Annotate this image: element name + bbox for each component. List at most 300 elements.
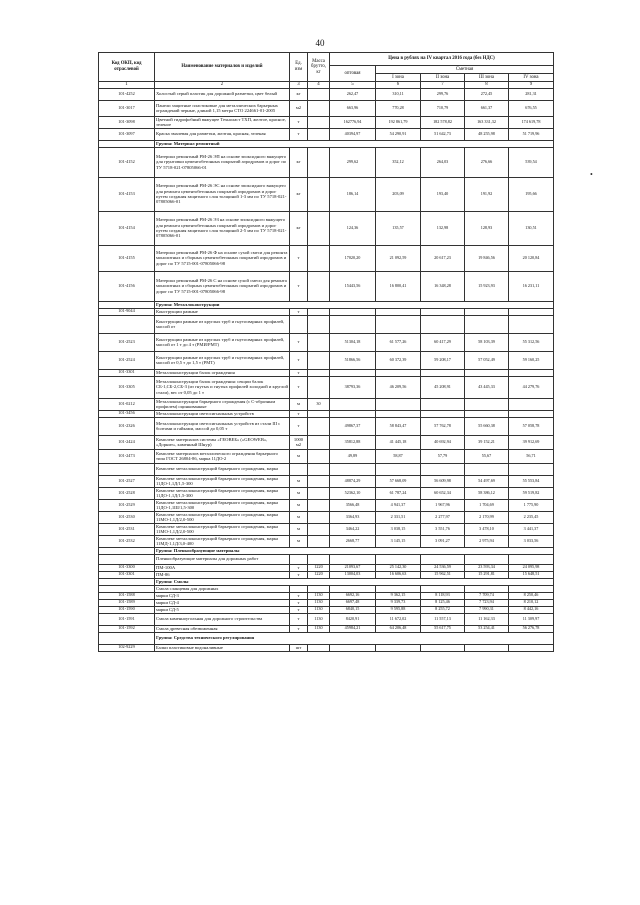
cell-zone-4: 57 058,78 (509, 417, 554, 435)
group-title: Группа: Смолы (155, 578, 554, 585)
cell-mass: 1220 (308, 564, 330, 571)
cell-zone-2: 182 578,82 (421, 116, 465, 128)
cell-wholesale (330, 369, 376, 376)
table-row (99, 606, 554, 613)
table-row (99, 398, 554, 410)
table-row (99, 88, 554, 100)
cell-unit: т (290, 245, 308, 271)
cell-unit: м (290, 475, 308, 487)
cell-mass (308, 487, 330, 499)
cell-name: Конструкции рамные из круглых труб и гнутосварных профилей, массой от 0,5 т до 1,5 т (РМТ) (155, 351, 290, 369)
cell-zone-2 (421, 369, 465, 376)
cell-unit: т (290, 351, 308, 369)
table-row (99, 116, 554, 128)
cell-zone-4 (509, 398, 554, 410)
cell-name: ПМ-100А (155, 564, 290, 571)
cell-unit: м (290, 487, 308, 499)
cell-mass (308, 333, 330, 351)
cell-zone-3: 57 052,49 (465, 351, 509, 369)
cell-mass (308, 177, 330, 211)
cell-zone-2: 60 652,34 (421, 487, 465, 499)
cell-zone-2: 59 208,17 (421, 351, 465, 369)
col-num-7: 7 (421, 82, 465, 89)
cell-zone-3: 48 255,98 (465, 128, 509, 140)
cell-zone-4: 59 519,82 (509, 487, 554, 499)
cell-zone-1: 3 145,15 (376, 535, 421, 547)
cell-code: 101-2523 (99, 333, 155, 351)
header-code: Код ОКП, код отраслевой (99, 53, 155, 82)
cell-zone-4: 8 210,12 (509, 599, 554, 606)
cell-zone-3 (465, 554, 509, 564)
cell-zone-4 (509, 369, 554, 376)
cell-code: 101-2424 (99, 435, 155, 449)
cell-zone-2: 51 642,73 (421, 128, 465, 140)
cell-mass: 30 (308, 398, 330, 410)
cell-name: Панели защитные пластиковые для металлических барьерных ограждений черные, длиной 1,15 метра СТО 224661-01-2005 (155, 100, 290, 116)
table-row (99, 211, 554, 245)
cell-mass (308, 116, 330, 128)
table-row (99, 271, 554, 301)
cell-unit: т (290, 271, 308, 301)
table-row (99, 499, 554, 511)
group-row (99, 547, 554, 554)
cell-wholesale: 124,36 (330, 211, 376, 245)
cell-mass (308, 211, 330, 245)
table-row (99, 523, 554, 535)
group-title: Группа: Пленкообразующие материалы (155, 547, 554, 554)
cell-unit: т (290, 308, 308, 315)
margin-mark: • (590, 170, 593, 179)
cell-mass (308, 369, 330, 376)
cell-zone-3: 128,93 (465, 211, 509, 245)
cell-zone-1: 3 038,15 (376, 523, 421, 535)
table-row (99, 351, 554, 369)
cell-zone-1: 61 787,24 (376, 487, 421, 499)
cell-zone-3: 191,92 (465, 177, 509, 211)
cell-mass (308, 410, 330, 417)
cell-zone-2 (421, 554, 465, 564)
cell-name: Материал ремонтный РМ-26 ЭЗ на основе эпоксидного вяжущего для ремонта цементобетонных покрытий аэродромов и дорог путем создания защитного слоя толщиной 2-5 мм по ТУ 5718-021-07805066-01 (155, 211, 290, 245)
cell-unit: кг (290, 177, 308, 211)
cell-zone-4 (509, 410, 554, 417)
cell-zone-1 (376, 644, 421, 651)
cell-name: Комплект металлоконструкций барьерного ограждения, марка 11МД-1,1Д/3,0-400 (155, 535, 290, 547)
cell-wholesale: 21093,67 (330, 564, 376, 571)
cell-unit: м2 (290, 100, 308, 116)
cell-zone-4: 130,51 (509, 211, 554, 245)
cell-name: Смола древесная обезвоженная (155, 625, 290, 632)
cell-name: Материал ремонтный РМ-26 Ф на основе сухой смеси для ремонта монолитных и сборных цементобетонных покрытий аэродромов и дорог по ТУ 5715-001-07805066-98 (155, 245, 290, 271)
cell-zone-2: 15 962,51 (421, 571, 465, 578)
cell-zone-3: 2 975,94 (465, 535, 509, 547)
cell-zone-1: 58,87 (376, 449, 421, 463)
cell-zone-4: 51 719,96 (509, 128, 554, 140)
group-title: Группа: Материал ремонтный (155, 140, 554, 147)
cell-wholesale: 15443,56 (330, 271, 376, 301)
cell-name: Цветной гидрофобный вяжущее Техноласт ТХП, желтое, красное, зеленое (155, 116, 290, 128)
cell-mass: 1130 (308, 606, 330, 613)
cell-zone-2: 3 091,27 (421, 535, 465, 547)
cell-zone-4: 24 095,98 (509, 564, 554, 571)
cell-code: 101-4155 (99, 245, 155, 271)
header-name: Наименование материалов и изделий (155, 53, 290, 82)
cell-wholesale: 2668,77 (330, 535, 376, 547)
cell-code: 101-2529 (99, 499, 155, 511)
cell-zone-3: 39 152,21 (465, 435, 509, 449)
cell-zone-1: 58 843,47 (376, 417, 421, 435)
cell-zone-4: 3 033,56 (509, 535, 554, 547)
cell-zone-2 (421, 308, 465, 315)
cell-code (99, 547, 155, 554)
cell-zone-1: 9 339,73 (376, 599, 421, 606)
cell-name: Пленкообразующие материалы для дорожных работ (155, 554, 290, 564)
cell-zone-4: 174 619,78 (509, 116, 554, 128)
cell-code: 101-1591 (99, 613, 155, 625)
cell-code: 101-4156 (99, 271, 155, 301)
cell-code: 101-0212 (99, 398, 155, 410)
cell-zone-2: 57 762,78 (421, 417, 465, 435)
col-num-8: 8 (465, 82, 509, 89)
cell-code: 102-9229 (99, 644, 155, 651)
cell-zone-2: 8 118,93 (421, 592, 465, 599)
table-row (99, 435, 554, 449)
cell-code: 101-9044 (99, 308, 155, 315)
cell-wholesale: 262,47 (330, 88, 376, 100)
cell-mass (308, 499, 330, 511)
cell-zone-1 (376, 463, 421, 475)
cell-unit: т (290, 417, 308, 435)
cell-wholesale: 52362,10 (330, 487, 376, 499)
cell-code (99, 301, 155, 308)
group-row (99, 140, 554, 147)
cell-zone-4: 1 775,90 (509, 499, 554, 511)
cell-zone-3: 53 254,41 (465, 625, 509, 632)
cell-zone-4: 44 279,76 (509, 376, 554, 398)
cell-unit: м (290, 523, 308, 535)
col-num-3: 3 (290, 82, 308, 89)
cell-unit: т (290, 333, 308, 351)
cell-zone-3: 55 660,38 (465, 417, 509, 435)
cell-unit: м (290, 499, 308, 511)
cell-wholesale: 51304,18 (330, 333, 376, 351)
cell-mass (308, 315, 330, 333)
cell-mass (308, 475, 330, 487)
cell-zone-3 (465, 315, 509, 333)
cell-zone-1 (376, 308, 421, 315)
cell-code (99, 578, 155, 585)
cell-zone-4: 2 235,45 (509, 511, 554, 523)
cell-zone-1: 11 672,02 (376, 613, 421, 625)
cell-zone-1 (376, 315, 421, 333)
cell-zone-2: 299,76 (421, 88, 465, 100)
cell-mass (308, 376, 330, 398)
cell-name: Комплект материалов системы «ГЕОВЕБ» («GEOWEB», «Дорнит», каменный Шнур) (155, 435, 290, 449)
table-row (99, 564, 554, 571)
col-num-5: 5 (330, 82, 376, 89)
cell-zone-2: 2 277,97 (421, 511, 465, 523)
cell-name: Конструкции рамные (155, 308, 290, 315)
cell-name: Металлоконструкции светосигнальных устройств (155, 410, 290, 417)
cell-zone-1 (376, 398, 421, 410)
cell-zone-1: 16 800,41 (376, 271, 421, 301)
table-row (99, 571, 554, 578)
cell-wholesale: 6697,48 (330, 599, 376, 606)
cell-zone-3: 23 593,34 (465, 564, 509, 571)
cell-zone-1: 2 331,51 (376, 511, 421, 523)
cell-unit: т (290, 625, 308, 632)
cell-mass (308, 523, 330, 535)
cell-name: Конструкции рамные из круглых труб и гнутосварных профилей, массой от 1 т до 4 т (РМИ/РМТ) (155, 333, 290, 351)
cell-mass (308, 644, 330, 651)
cell-zone-3: 54 497,69 (465, 475, 509, 487)
cell-zone-4: 59 160,25 (509, 351, 554, 369)
cell-name: Комплект металлоконструкций барьерного ограждения, марка 11ДО-1,1Д/1,5-300 (155, 475, 290, 487)
cell-wholesale: 45984,21 (330, 625, 376, 632)
table-row (99, 177, 554, 211)
cell-zone-2 (421, 585, 465, 592)
cell-zone-3: 58 103,39 (465, 333, 509, 351)
table-row (99, 592, 554, 599)
cell-zone-3: 11 162,33 (465, 613, 509, 625)
cell-zone-3: 163 331,32 (465, 116, 509, 128)
cell-zone-3: 15 923,93 (465, 271, 509, 301)
cell-zone-2 (421, 410, 465, 417)
cell-mass (308, 100, 330, 116)
group-row (99, 578, 554, 585)
cell-zone-3: 276,66 (465, 147, 509, 177)
cell-code: 101-3301 (99, 571, 155, 578)
cell-zone-4: 281,31 (509, 88, 554, 100)
cell-zone-2: 24 536,59 (421, 564, 465, 571)
cell-wholesale: 17020,20 (330, 245, 376, 271)
table-row (99, 535, 554, 547)
cell-zone-1 (376, 554, 421, 564)
cell-zone-1: 46 209,56 (376, 376, 421, 398)
cell-zone-1: 9 362,15 (376, 592, 421, 599)
cell-zone-3: 7 723,94 (465, 599, 509, 606)
cell-unit: т (290, 564, 308, 571)
cell-zone-2: 20 617,23 (421, 245, 465, 271)
cell-wholesale: 162776,94 (330, 116, 376, 128)
cell-zone-1 (376, 585, 421, 592)
cell-name: Материал ремонтный РМ-26 ЭП на основе эпоксидного вяжущего для грунтовки цементобетонных покрытий аэродромов и дорог по ТУ 5718-021-07805066-01 (155, 147, 290, 177)
cell-zone-3 (465, 463, 509, 475)
cell-wholesale: 3464,22 (330, 523, 376, 535)
cell-mass: 1130 (308, 592, 330, 599)
cell-zone-4 (509, 554, 554, 564)
cell-zone-2: 264,03 (421, 147, 465, 177)
cell-name: Смола сланцевая для дорожных (155, 585, 290, 592)
cell-code (99, 463, 155, 475)
table-row (99, 449, 554, 463)
cell-mass (308, 535, 330, 547)
cell-mass (308, 271, 330, 301)
cell-unit: м (290, 511, 308, 523)
cell-zone-4: 56,71 (509, 449, 554, 463)
cell-code: 101-4252 (99, 88, 155, 100)
cell-unit: т (290, 571, 308, 578)
cell-name: марки СД-5 (155, 606, 290, 613)
cell-unit: т (290, 128, 308, 140)
table-row (99, 585, 554, 592)
cell-name: Металлоконструкции балок ограждения: секции балок СБ-1,СБ-2,СБ-3 (из гнутых и гнутых профилей холодной и круглой стали), вес от 0,05 до 1 т (155, 376, 290, 398)
cell-name: Комплект металлоконструкций барьерного ограждения, марка 11МО-1,1Д/2,0-500 (155, 523, 290, 535)
header-zone-1: I зона (376, 74, 421, 82)
cell-code: 101-2473 (99, 449, 155, 463)
table-body (99, 88, 554, 651)
cell-zone-2: 55 617,75 (421, 625, 465, 632)
cell-zone-2: 45 208,91 (421, 376, 465, 398)
cell-zone-3: 43 445,33 (465, 376, 509, 398)
cell-zone-1 (376, 410, 421, 417)
cell-code: 101-4153 (99, 177, 155, 211)
cell-mass (308, 585, 330, 592)
cell-code (99, 140, 155, 147)
cell-zone-2 (421, 315, 465, 333)
col-num-9: 9 (509, 82, 554, 89)
cell-wholesale: 48874,29 (330, 475, 376, 487)
cell-wholesale: 51866,56 (330, 351, 376, 369)
cell-wholesale (330, 315, 376, 333)
cell-zone-1: 192 861,79 (376, 116, 421, 128)
cell-code: 101-1592 (99, 625, 155, 632)
cell-name: Комплект металлоконструкций барьерного ограждения, марка 11ДО-1,1Ш/1,5-300 (155, 499, 290, 511)
cell-unit: т (290, 376, 308, 398)
cell-zone-1: 16 606,63 (376, 571, 421, 578)
cell-code: 101-2530 (99, 511, 155, 523)
cell-name: Металлоконструкции барьерного ограждения (с С-образным профилем) оцинкованные (155, 398, 290, 410)
table-row (99, 410, 554, 417)
cell-zone-4: 8 442,16 (509, 606, 554, 613)
cell-zone-1: 352,12 (376, 147, 421, 177)
header-zone-2: II зона (421, 74, 465, 82)
table-row (99, 475, 554, 487)
cell-code: 101-3305 (99, 376, 155, 398)
cell-code: 101-1589 (99, 599, 155, 606)
cell-zone-1: 64 206,48 (376, 625, 421, 632)
cell-zone-4: 15 648,51 (509, 571, 554, 578)
table-row (99, 147, 554, 177)
cell-wholesale: 663,96 (330, 100, 376, 116)
cell-name: Комплект материалов металлического ограждения барьерного типа ГОСТ 26804-86, марка 11ДО-2 (155, 449, 290, 463)
cell-wholesale: 3364,93 (330, 511, 376, 523)
cell-unit: м (290, 535, 308, 547)
cell-zone-2: 3 551,76 (421, 523, 465, 535)
cell-name: марки СД-3 (155, 592, 290, 599)
cell-mass (308, 463, 330, 475)
cell-mass: 1130 (308, 599, 330, 606)
cell-wholesale (330, 463, 376, 475)
cell-unit: т (290, 116, 308, 128)
table-row (99, 511, 554, 523)
cell-unit (290, 315, 308, 333)
cell-zone-4: 55 312,56 (509, 333, 554, 351)
cell-name: Смола каменноугольная для дорожного строительства (155, 613, 290, 625)
header-estimate: Сметная (376, 66, 554, 74)
cell-mass (308, 308, 330, 315)
cell-wholesale (330, 554, 376, 564)
cell-code: 101-4154 (99, 211, 155, 245)
header-zone-3: III зона (465, 74, 509, 82)
cell-code: 101-2531 (99, 523, 155, 535)
cell-zone-3: 55,67 (465, 449, 509, 463)
cell-zone-3: 7 709,74 (465, 592, 509, 599)
table-header (99, 53, 554, 89)
cell-wholesale: 3566,48 (330, 499, 376, 511)
cell-zone-3: 272,45 (465, 88, 509, 100)
cell-zone-2: 11 557,13 (421, 613, 465, 625)
cell-zone-3: 3 478,10 (465, 523, 509, 535)
table-row (99, 100, 554, 116)
cell-code: 101-2528 (99, 487, 155, 499)
cell-code: 101-3301 (99, 369, 155, 376)
cell-zone-4 (509, 463, 554, 475)
cell-zone-3: 15 291,81 (465, 571, 509, 578)
cell-zone-3 (465, 410, 509, 417)
cell-name: Комплект металлоконструкций барьерного ограждения, марка (155, 463, 290, 475)
header-zone-4: IV зона (509, 74, 554, 82)
table-row (99, 599, 554, 606)
cell-zone-3: 7 990,31 (465, 606, 509, 613)
cell-mass: 1220 (308, 571, 330, 578)
cell-zone-3 (465, 308, 509, 315)
cell-unit: шт (290, 644, 308, 651)
cell-unit: т (290, 613, 308, 625)
cell-zone-3: 58 386,12 (465, 487, 509, 499)
cell-zone-1 (376, 369, 421, 376)
header-unit: Ед. изм (290, 53, 308, 82)
cell-zone-4: 39 912,69 (509, 435, 554, 449)
cell-unit (290, 463, 308, 475)
cell-zone-1: 60 372,39 (376, 351, 421, 369)
cell-zone-4 (509, 644, 554, 651)
cell-zone-2 (421, 463, 465, 475)
price-table (98, 52, 554, 652)
cell-zone-4: 195,66 (509, 177, 554, 211)
cell-mass (308, 417, 330, 435)
cell-zone-2: 1 967,96 (421, 499, 465, 511)
cell-zone-4 (509, 585, 554, 592)
cell-zone-3: 1 704,69 (465, 499, 509, 511)
header-price-title: Цена в рублях на IV квартал 2016 года (без НДС) (330, 53, 554, 66)
cell-zone-3 (465, 585, 509, 592)
cell-mass (308, 88, 330, 100)
col-num-6: 6 (376, 82, 421, 89)
table-row (99, 463, 554, 475)
table-row (99, 369, 554, 376)
cell-unit: т (290, 369, 308, 376)
cell-wholesale (330, 585, 376, 592)
cell-zone-4: 55 553,84 (509, 475, 554, 487)
cell-zone-1: 4 941,37 (376, 499, 421, 511)
header-wholesale: оптовая (330, 66, 376, 82)
cell-code: 101-2326 (99, 417, 155, 435)
cell-mass (308, 511, 330, 523)
cell-wholesale: 299,62 (330, 147, 376, 177)
cell-wholesale (330, 398, 376, 410)
page-number: 40 (315, 38, 325, 48)
cell-zone-2: 16 348,28 (421, 271, 465, 301)
cell-zone-2: 56 609,98 (421, 475, 465, 487)
cell-name: Материал ремонтный РМ-26 С на основе сухой смеси для ремонта монолитных и сборных цементобетонных покрытий аэродромов и дорог по ТУ 5715-001-07805066-98 (155, 271, 290, 301)
cell-zone-1: 25 142,30 (376, 564, 421, 571)
cell-zone-1: 21 092,59 (376, 245, 421, 271)
cell-wholesale: 13004,03 (330, 571, 376, 578)
cell-wholesale (330, 410, 376, 417)
cell-name: марки СД-4 (155, 599, 290, 606)
cell-code: 101-3017 (99, 100, 155, 116)
cell-zone-4: 539,54 (509, 147, 554, 177)
